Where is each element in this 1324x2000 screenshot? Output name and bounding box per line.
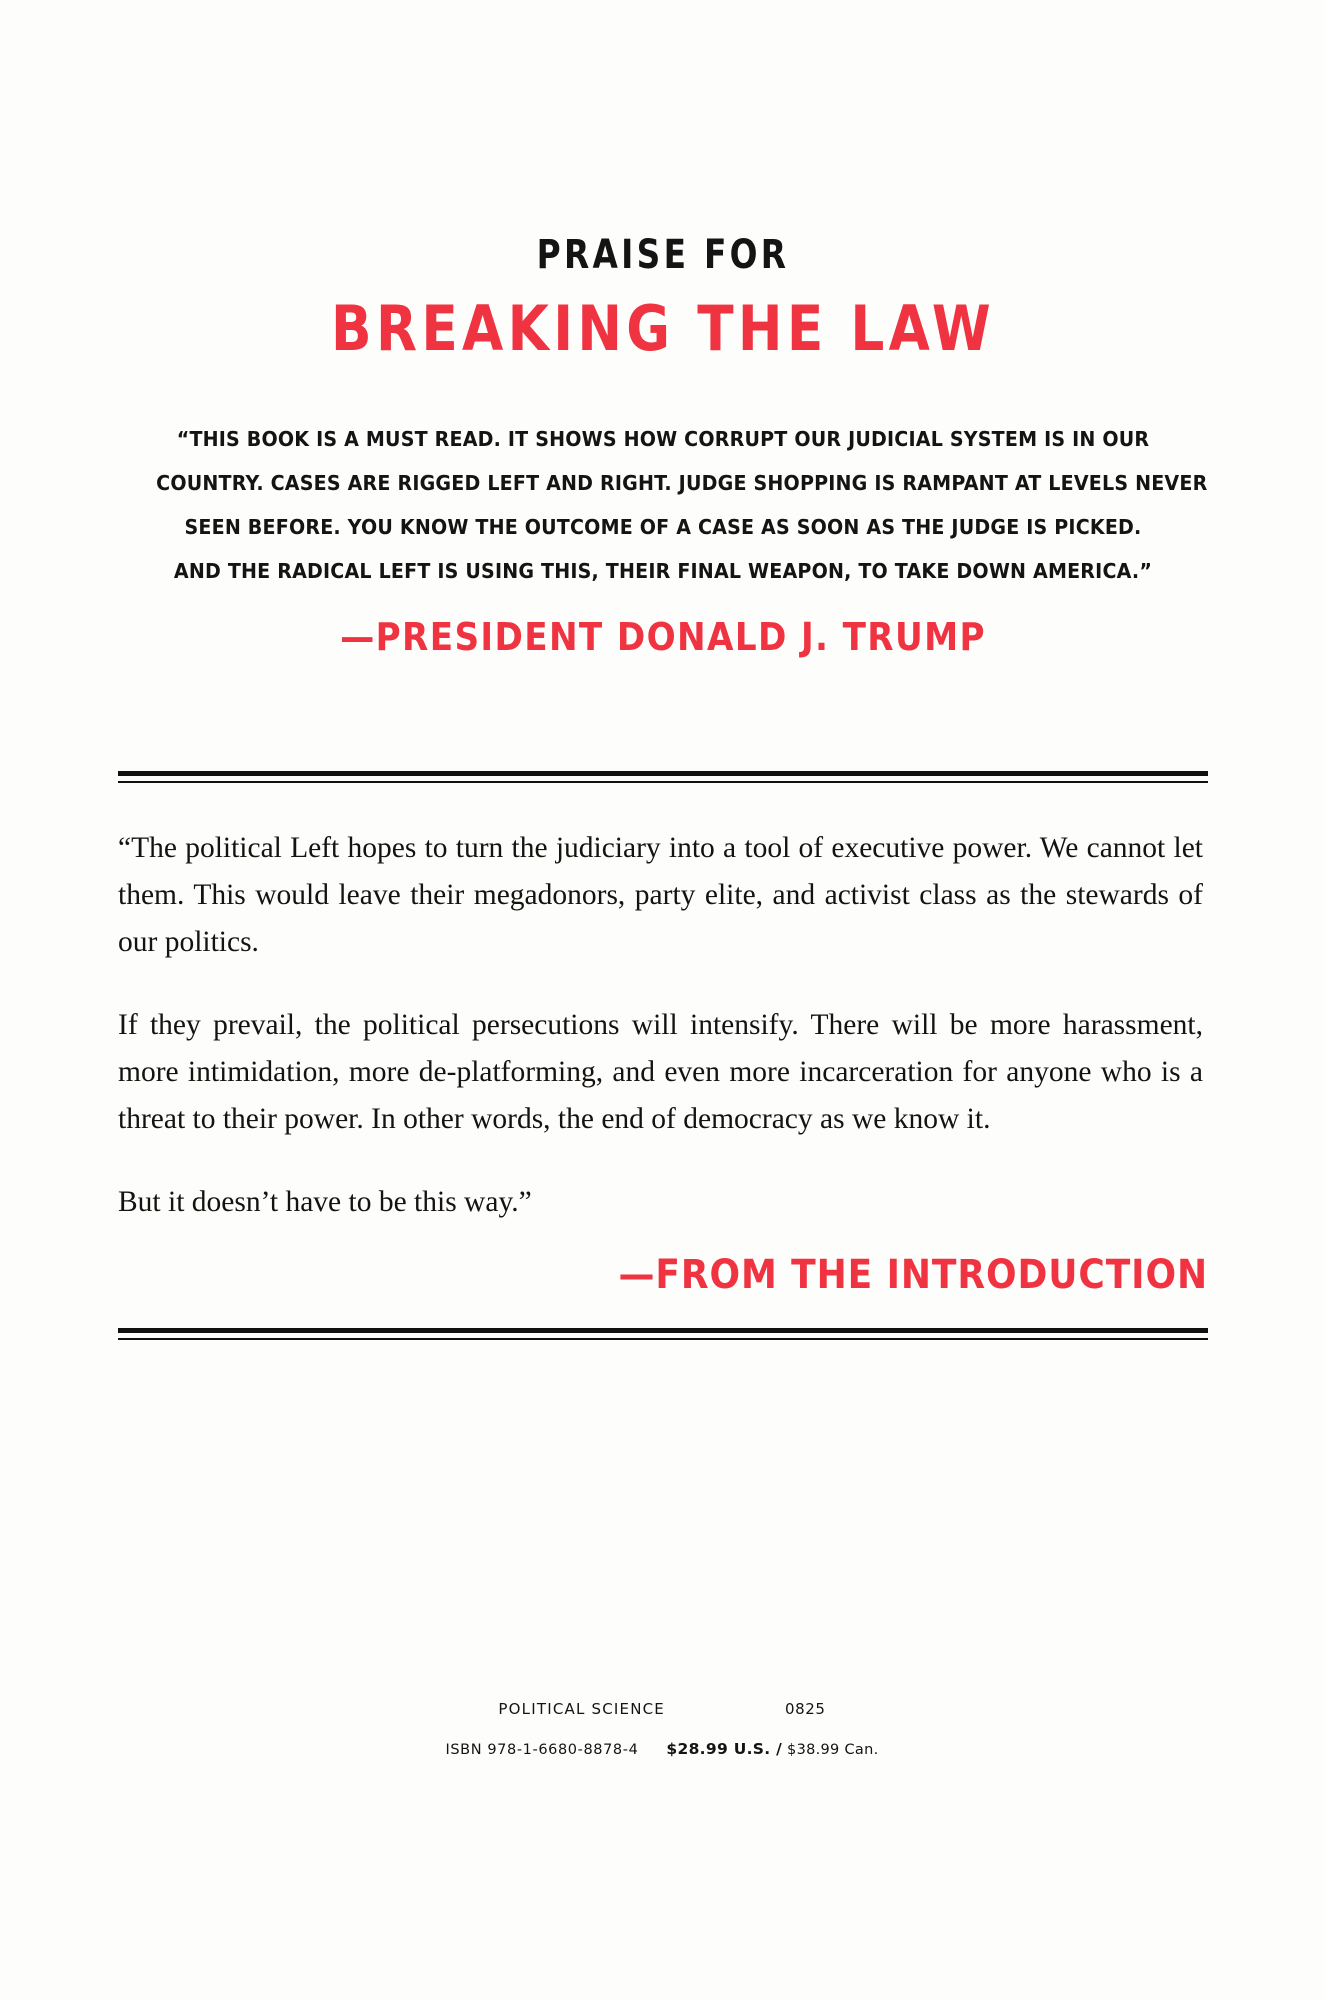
price-group: [666, 1740, 878, 1758]
excerpt-paragraph: “The political Left hopes to turn the judiciary into a tool of executive power. We cannot let them. This would leave their megadonors, party elite, and activist class as the stewards of our politics.: [118, 832, 1203, 958]
blurb-line: AND THE RADICAL LEFT IS USING THIS, THEIR FINAL WEAPON, TO TAKE DOWN AMERICA.”: [173, 559, 1153, 583]
excerpt-paragraph: But it doesn’t have to be this way.”: [118, 1186, 532, 1218]
blurb-line: SEEN BEFORE. YOU KNOW THE OUTCOME OF A CASE AS SOON AS THE JUDGE IS PICKED.: [184, 515, 1142, 539]
divider-thin-rule: [118, 781, 1208, 783]
divider-thin-rule: [118, 1338, 1208, 1340]
price-can: $38.99 Can.: [787, 1742, 879, 1758]
category-label: POLITICAL SCIENCE: [498, 1700, 665, 1718]
catalog-number: 0825: [784, 1700, 826, 1718]
introduction-excerpt: [118, 825, 1203, 1226]
praise-for-heading: PRAISE FOR: [536, 232, 790, 278]
blurb-attribution: —PRESIDENT DONALD J. TRUMP: [340, 615, 986, 659]
divider-thick-rule: [118, 1328, 1208, 1333]
blurb-line: COUNTRY. CASES ARE RIGGED LEFT AND RIGHT. JUDGE SHOPPING IS RAMPANT AT LEVELS NEVER: [156, 471, 1208, 495]
cover-content: [118, 0, 1208, 1340]
book-title: BREAKING THE LAW: [331, 292, 995, 365]
footer-isbn-row: [0, 1740, 1324, 1758]
price-us: $28.99 U.S. /: [666, 1740, 783, 1758]
excerpt-attribution: —FROM THE INTRODUCTION: [618, 1252, 1208, 1298]
isbn-text: ISBN 978-1-6680-8878-4: [445, 1742, 639, 1758]
blurb-line: “THIS BOOK IS A MUST READ. IT SHOWS HOW CORRUPT OUR JUDICIAL SYSTEM IS IN OUR: [176, 427, 1150, 451]
cover-footer: [0, 1700, 1324, 1758]
trump-blurb: [156, 417, 1208, 593]
divider-top: [118, 771, 1208, 783]
excerpt-paragraph: If they prevail, the political persecutions will intensify. There will be more harassment, more intimidation, more de-platforming, and even more incarceration for anyone who is a threat to their power. In other words, the end of democracy as we know it.: [118, 1009, 1203, 1135]
footer-category-row: [0, 1700, 1324, 1718]
divider-bottom: [118, 1328, 1208, 1340]
divider-thick-rule: [118, 771, 1208, 776]
